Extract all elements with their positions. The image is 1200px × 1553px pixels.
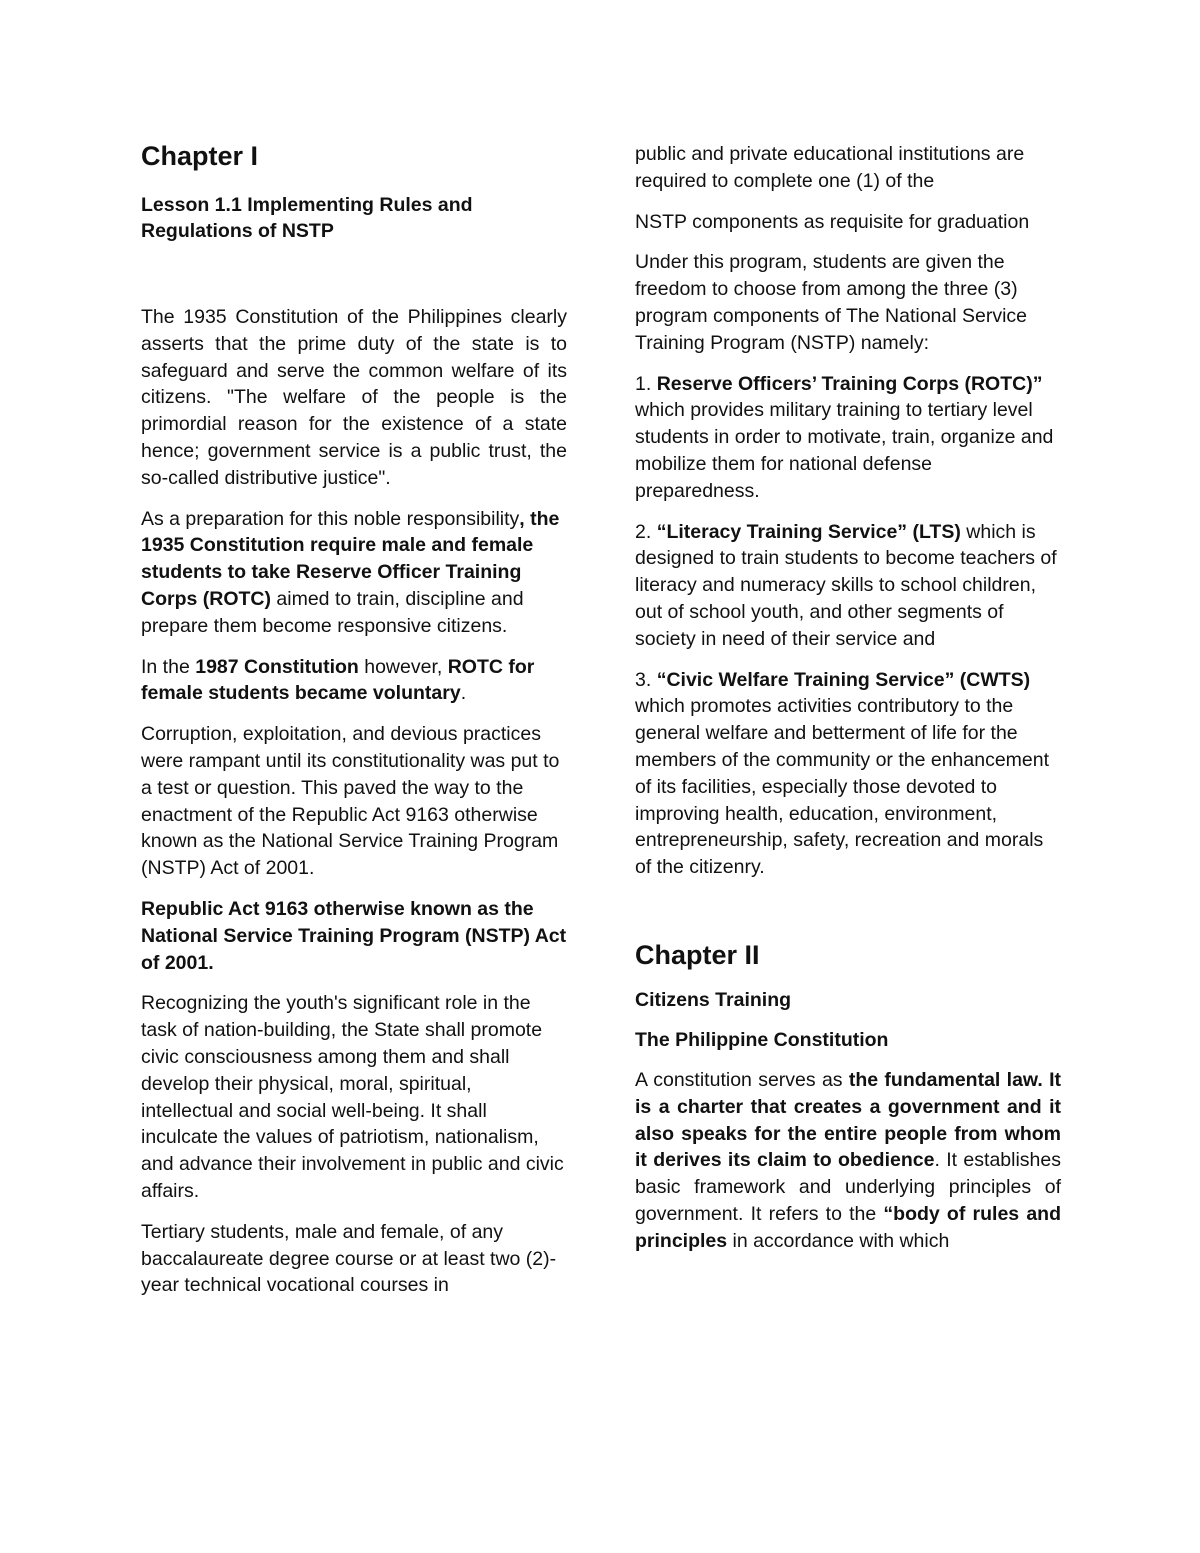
subheading-citizens-training: Citizens Training: [635, 988, 792, 1011]
text-run: however,: [358, 655, 448, 678]
paragraph-youth-role: Recognizing the youth's significant role in the task of nation-building, the State shall promote civic consciousness among them and shall develop their physical, moral, spiritual, intellectual and social well-being. It shall inculcate the values of patriotism, nationalism, and advance their involvement in public and civic affairs.: [141, 992, 564, 1202]
subheading-philippine-constitution: The Philippine Constitution: [635, 1028, 889, 1051]
text-run: As a preparation for this noble responsibility: [141, 507, 520, 530]
paragraph-ra-9163-heading: [141, 896, 567, 976]
text-run: which is designed to train students to become teachers of literacy and numeracy skills to school children, out of school youth, and other segments of society in need of their service and: [635, 520, 1057, 650]
paragraph-preparation: [141, 506, 567, 640]
bold-run: ROTC for female students became voluntary: [141, 655, 535, 705]
bold-run: “Literacy Training Service” (LTS): [656, 520, 961, 543]
list-item-rotc: [635, 371, 1061, 505]
bold-run: 1987 Constitution: [195, 655, 359, 678]
text-run: In the: [141, 655, 196, 678]
right-column: [635, 0, 1061, 1255]
paragraph-under-program: Under this program, students are given the freedom to choose from among the three (3) program components of The National Service Training Program (NSTP) namely:: [635, 251, 1028, 354]
text-run: 1.: [635, 372, 657, 395]
bold-run: “body of rules and principles: [635, 1202, 1061, 1252]
paragraph-corruption: Corruption, exploitation, and devious practices were rampant until its constitutionality was put to a test or question. This paved the way to the enactment of the Republic Act 9163 otherwise known as the National Service Training Program (NSTP) Act of 2001.: [141, 723, 560, 880]
paragraph-requisite: NSTP components as requisite for graduation: [635, 210, 1030, 233]
list-item-lts: [635, 519, 1061, 653]
paragraph-1987-constitution: [141, 654, 567, 708]
bold-run: Republic Act 9163 otherwise known as the National Service Training Program (NSTP) Act of 2001.: [141, 897, 567, 974]
paragraph-institutions: public and private educational institutions are required to complete one (1) of the: [635, 143, 1025, 192]
text-run: in accordance with which: [727, 1229, 950, 1252]
text-run: which promotes activities contributory to the general welfare and betterment of life for the members of the community or the enhancement of its facilities, especially those devoted to improving health, education, environment, entrepreneurship, safety, recreation and morals of the citizenry.: [635, 695, 1050, 879]
text-run: .: [460, 682, 467, 705]
paragraph-tertiary-students: Tertiary students, male and female, of any baccalaureate degree course or at least two (2)-year technical vocational courses in: [141, 1220, 557, 1297]
text-run: A constitution serves as: [635, 1068, 849, 1091]
lesson-title-line-1: Lesson 1.1 Implementing Rules and: [141, 194, 473, 216]
chapter-2-title: Chapter II: [635, 939, 760, 970]
paragraph-constitution-definition: [635, 1067, 1061, 1255]
text-run: which provides military training to tertiary level students in order to motivate, train, organize and mobilize them for national defense preparedness.: [635, 399, 1054, 502]
bold-run: , the 1935 Constitution require male and female students to take Reserve Officer Training Corps (ROTC): [141, 507, 560, 610]
list-item-cwts: [635, 667, 1061, 881]
text-run: 3.: [635, 668, 657, 691]
bold-run: the fundamental law. It is a charter that creates a government and it also speaks for the entire people from whom it derives its claim to obedience: [635, 1068, 1062, 1172]
lesson-title: [141, 192, 567, 244]
bold-run: “Civic Welfare Training Service” (CWTS): [656, 668, 1031, 691]
left-column: [141, 0, 567, 1299]
text-run: . It establishes basic framework and underlying principles of government. It refers to the: [635, 1149, 1061, 1225]
text-run: aimed to train, discipline and prepare them become responsive citizens.: [141, 587, 524, 637]
bold-run: Reserve Officers’ Training Corps (ROTC)”: [656, 372, 1043, 395]
lesson-title-line-2: Regulations of NSTP: [141, 220, 334, 242]
paragraph-1935-constitution: The 1935 Constitution of the Philippines clearly asserts that the prime duty of the state is to safeguard and serve the common welfare of its citizens. "The welfare of the people is the primordial reason for the existence of a state hence; government service is a public trust, the so-called distributive justice".: [141, 306, 567, 489]
chapter-1-title: Chapter I: [141, 141, 259, 171]
text-run: 2.: [635, 520, 657, 543]
